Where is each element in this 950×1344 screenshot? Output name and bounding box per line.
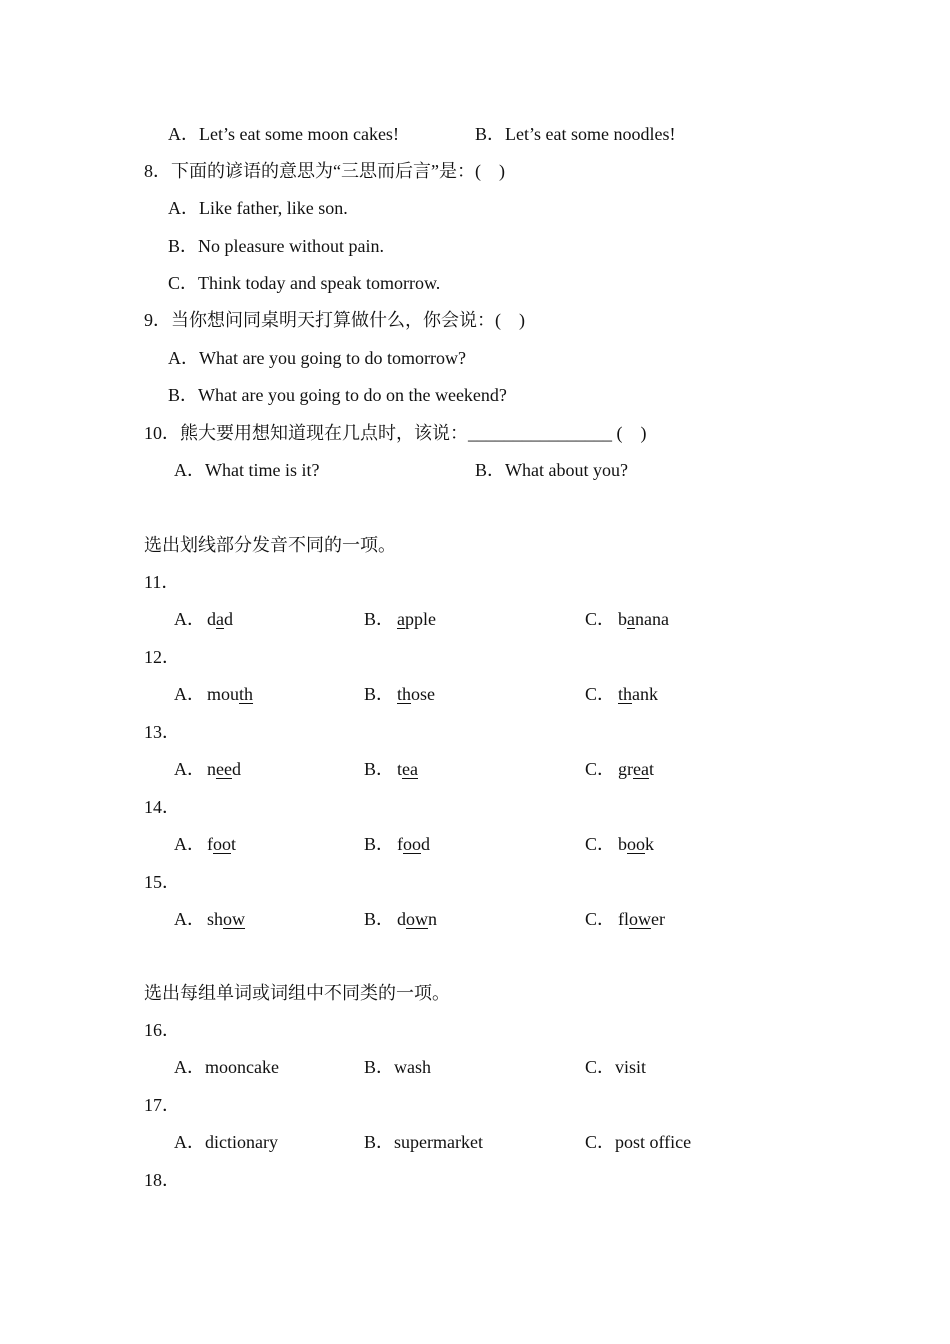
option-word <box>207 756 241 782</box>
word-suffix: t <box>648 759 654 779</box>
underlined-part: ea <box>633 759 649 779</box>
question-number: 16． <box>144 1020 180 1040</box>
pronunciation-instruction: 选出划线部分发音不同的一项。 <box>144 535 396 555</box>
q10-option-a: A．What time is it? <box>174 460 320 480</box>
option-text: A．dictionary <box>174 1132 278 1152</box>
word-prefix: f <box>207 834 213 854</box>
word-prefix: sh <box>207 909 224 929</box>
q8-option-b: B．No pleasure without pain. <box>168 236 384 256</box>
word-suffix: k <box>645 834 654 854</box>
option-letter: B． <box>364 834 395 854</box>
option-text: B．wash <box>364 1057 431 1077</box>
q8-stem: 8．下面的谚语的意思为“三思而后言”是：( ) <box>144 161 505 181</box>
option-word <box>397 831 430 857</box>
word-suffix: d <box>224 609 233 629</box>
word-suffix: er <box>651 909 665 929</box>
underlined-part: oo <box>627 834 645 854</box>
option-word <box>207 906 245 932</box>
word-suffix: ose <box>411 684 436 704</box>
question-number: 14． <box>144 797 180 817</box>
question-number: 15． <box>144 872 180 892</box>
q7-option-a: A．Let’s eat some moon cakes! <box>168 124 399 144</box>
option-letter: C． <box>585 609 616 629</box>
q8-option-c: C．Think today and speak tomorrow. <box>168 273 441 293</box>
word-prefix: gr <box>618 759 633 779</box>
word-suffix: n <box>428 909 437 929</box>
word-suffix: nana <box>635 609 669 629</box>
option-word <box>207 681 253 707</box>
option-letter: B． <box>364 759 395 779</box>
option-letter: C． <box>585 684 616 704</box>
option-letter: A． <box>174 609 205 629</box>
underlined-part: oo <box>213 834 231 854</box>
q7-option-b: B．Let’s eat some noodles! <box>475 124 676 144</box>
option-letter: C． <box>585 834 616 854</box>
question-number: 18． <box>144 1170 180 1190</box>
underlined-part: ow <box>629 909 651 929</box>
option-letter: B． <box>364 684 395 704</box>
option-word <box>397 756 418 782</box>
underlined-part: ee <box>216 759 232 779</box>
q10-stem: 10．熊大要用想知道现在几点时，该说：________________ ( ) <box>144 423 647 443</box>
question-number: 13． <box>144 722 180 742</box>
word-suffix: d <box>421 834 430 854</box>
option-word <box>618 906 665 932</box>
option-letter: B． <box>364 909 395 929</box>
option-word <box>207 831 236 857</box>
option-text: C．post office <box>585 1132 692 1152</box>
underlined-part: a <box>397 609 405 629</box>
option-letter: C． <box>585 909 616 929</box>
question-number: 12． <box>144 647 180 667</box>
underlined-part: th <box>239 684 254 704</box>
option-letter: A． <box>174 759 205 779</box>
word-prefix: d <box>207 609 216 629</box>
option-word <box>207 606 233 632</box>
word-prefix: t <box>397 759 403 779</box>
word-prefix: b <box>618 609 627 629</box>
option-letter: A． <box>174 909 205 929</box>
option-text: C．visit <box>585 1057 647 1077</box>
question-number: 17． <box>144 1095 180 1115</box>
q9-option-b: B．What are you going to do on the weekend? <box>168 385 507 405</box>
option-word <box>618 756 654 782</box>
word-prefix: d <box>397 909 406 929</box>
option-word <box>618 681 658 707</box>
underlined-part: ow <box>223 909 246 929</box>
q9-stem: 9．当你想问同桌明天打算做什么，你会说：( ) <box>144 310 525 330</box>
option-letter: B． <box>364 609 395 629</box>
underlined-part: th <box>397 684 412 704</box>
option-text: B．supermarket <box>364 1132 483 1152</box>
option-word <box>397 606 436 632</box>
word-prefix: b <box>618 834 627 854</box>
word-suffix: d <box>231 759 241 779</box>
classification-instruction: 选出每组单词或词组中不同类的一项。 <box>144 983 450 1003</box>
option-word <box>397 906 437 932</box>
word-suffix: ank <box>632 684 659 704</box>
underlined-part: a <box>216 609 224 629</box>
underlined-part: ow <box>406 909 428 929</box>
q9-option-a: A．What are you going to do tomorrow? <box>168 348 466 368</box>
option-word <box>618 606 669 632</box>
word-suffix: pple <box>405 609 436 629</box>
underlined-part: th <box>618 684 633 704</box>
underlined-part: oo <box>403 834 421 854</box>
word-prefix: mou <box>207 684 240 704</box>
option-letter: A． <box>174 834 205 854</box>
option-letter: C． <box>585 759 616 779</box>
option-letter: A． <box>174 684 205 704</box>
option-text: A．mooncake <box>174 1057 279 1077</box>
option-word <box>397 681 435 707</box>
q8-option-a: A．Like father, like son. <box>168 198 348 218</box>
underlined-part: ea <box>402 759 418 779</box>
option-word <box>618 831 654 857</box>
word-suffix: t <box>231 834 237 854</box>
word-prefix: fl <box>618 909 629 929</box>
word-prefix: n <box>207 759 216 779</box>
underlined-part: a <box>627 609 635 629</box>
word-prefix: f <box>397 834 403 854</box>
question-number: 11． <box>144 572 180 592</box>
q10-option-b: B．What about you? <box>475 460 628 480</box>
